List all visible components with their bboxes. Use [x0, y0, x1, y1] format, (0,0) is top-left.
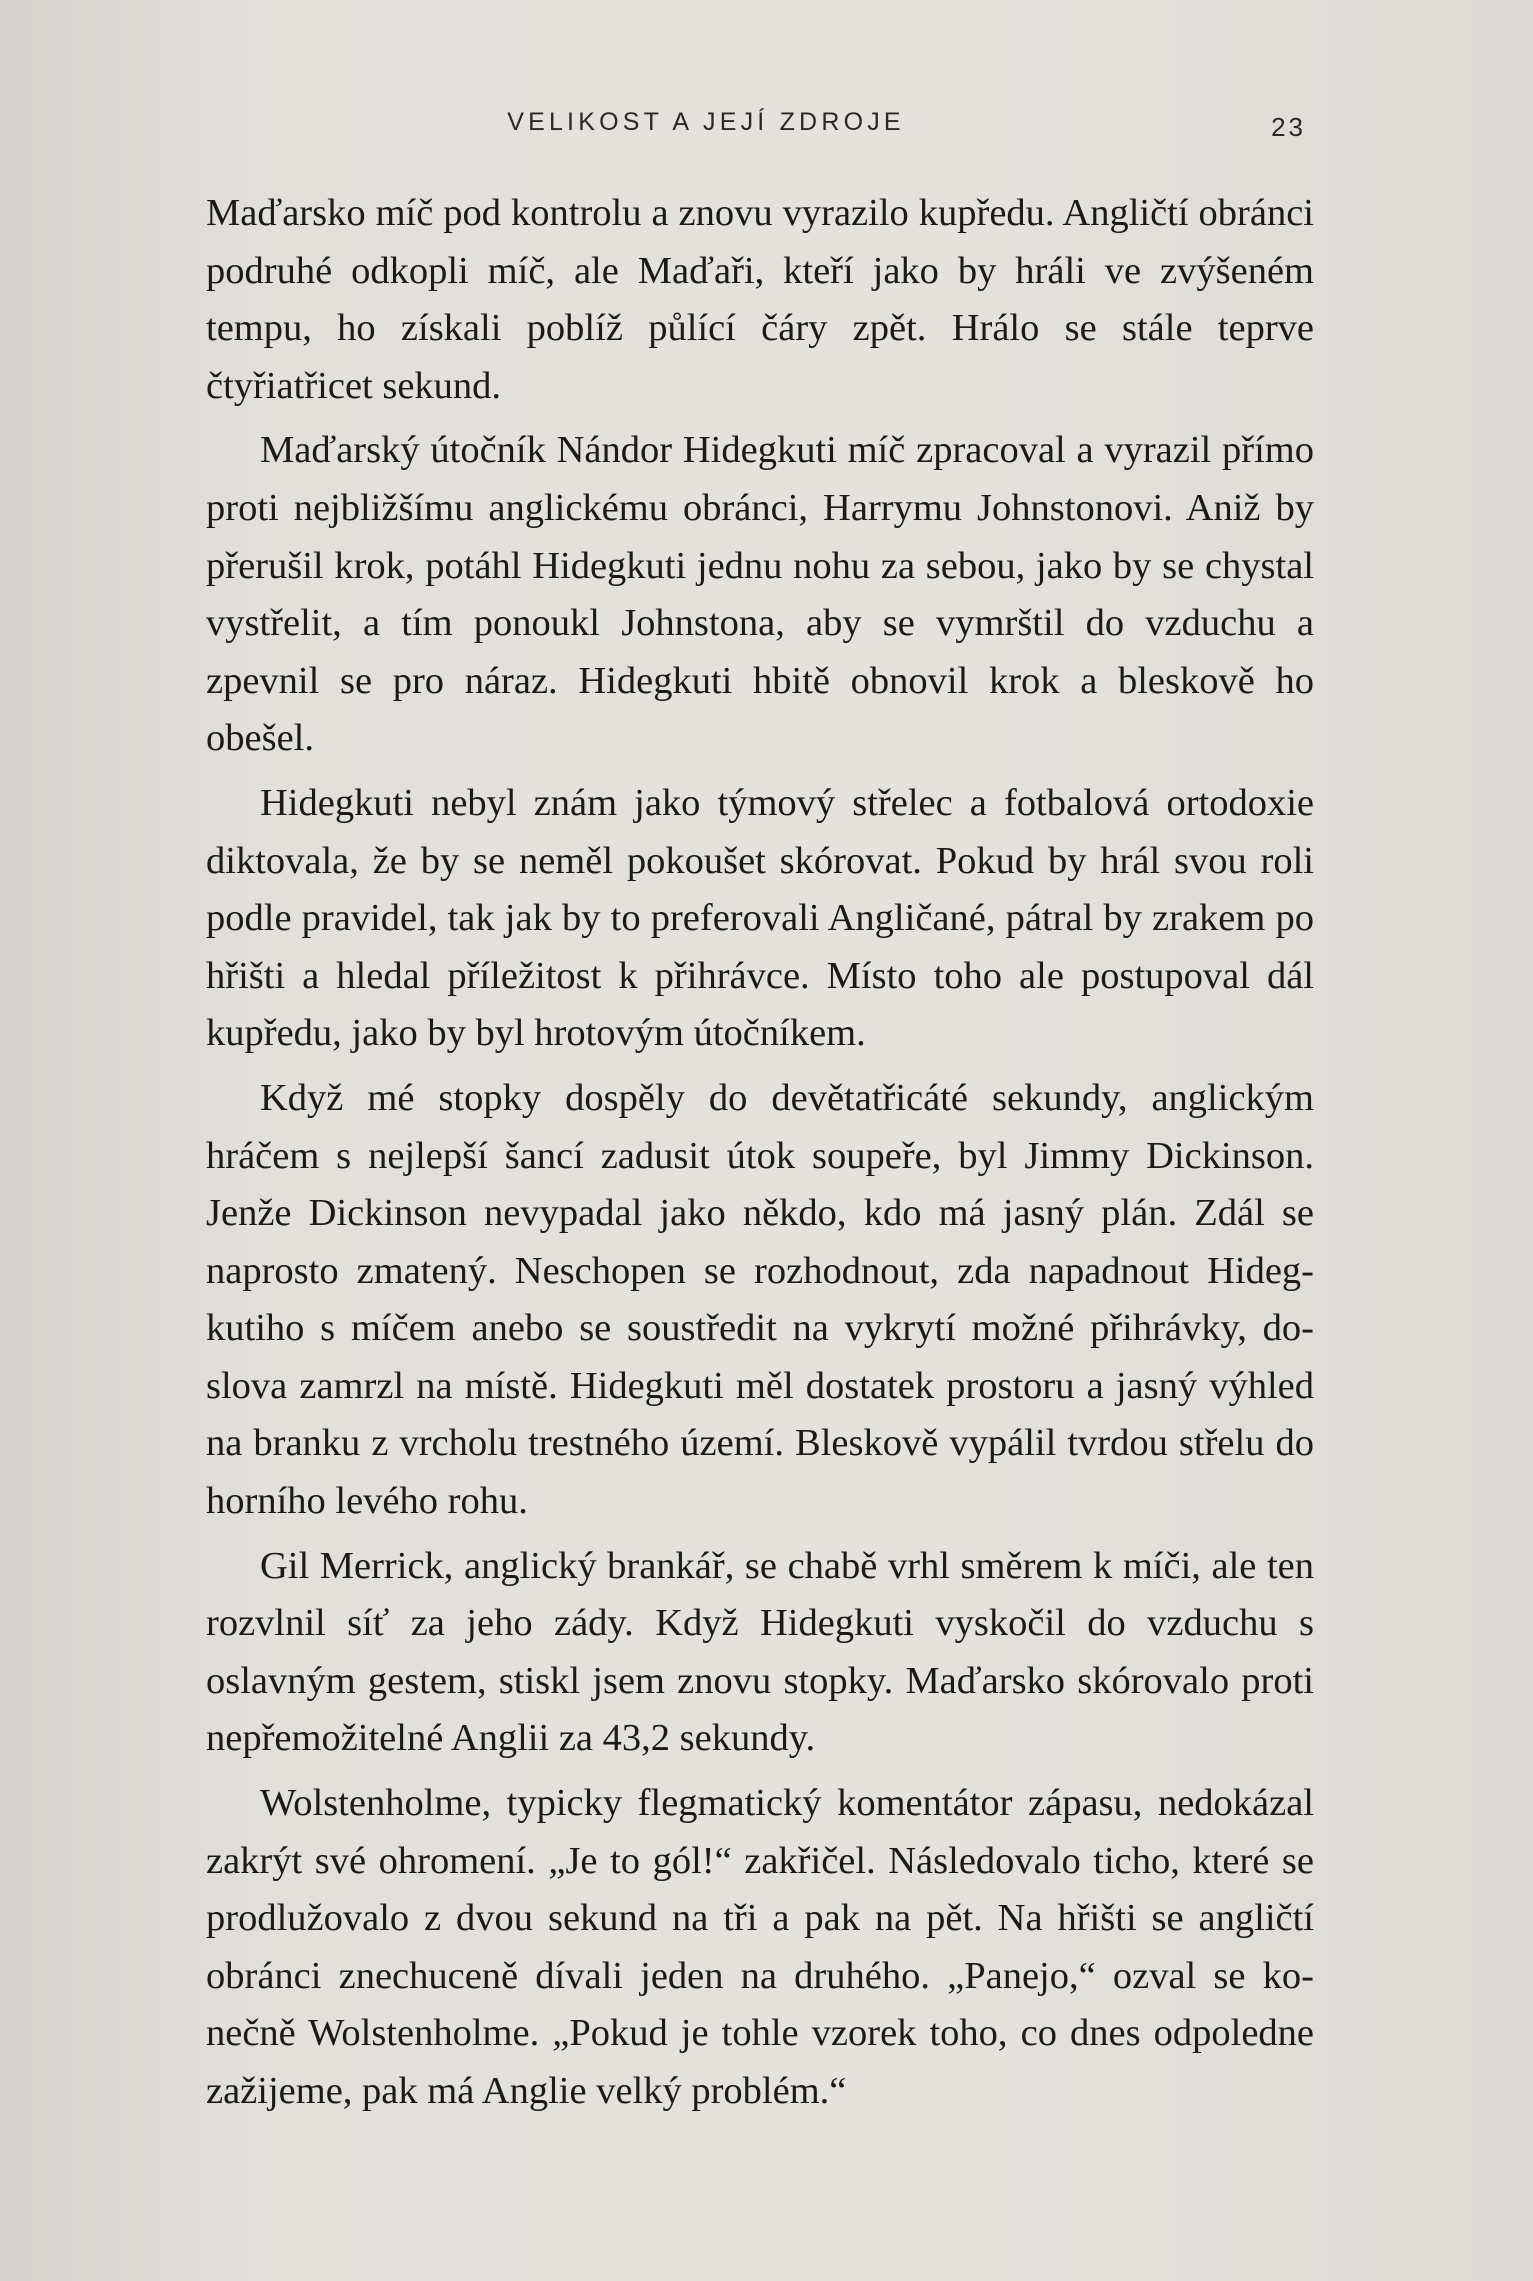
paragraph: Maďarský útočník Nándor Hidegkuti míč zpracoval a vyrazil přímo proti nejbližšímu anglickému obránci, Harrymu Johnstonovi. Aniž by přerušil krok, potáhl Hidegkuti jednu nohu za sebou, jako by se chystal vystřelit, a tím ponoukl Johnstona, aby se vymrštil do vzduchu a zpevnil se pro náraz. Hidegkuti hbitě obnovil krok a bleskově ho obešel.: [206, 429, 1314, 760]
running-title: VELIKOST A JEJÍ ZDROJE: [507, 108, 905, 136]
page-number: 23: [1271, 112, 1306, 142]
body-text: [206, 185, 1314, 2128]
paragraph: Když mé stopky dospěly do devětatřicáté sekundy, anglickým hráčem s nejlepší šancí zadusit útok soupeře, byl Jimmy Dickinson. Jenže Dickinson nevypadal jako někdo, kdo má jasný plán. Zdál se naprosto zmatený. Neschopen se rozhodnout, zda napadnout Hidegkutiho s míčem anebo se soustředit na vykrytí možné přihrávky, doslova zamrzl na místě. Hidegkuti měl dostatek prostoru a jasný výhled na branku z vrcholu trestného území. Bleskově vypálil tvrdou střelu do horního levého rohu.: [206, 1076, 1314, 1523]
paragraph: Maďarsko míč pod kontrolu a znovu vyrazilo kupředu. Angličtí obránci podruhé odkopli míč, ale Maďaři, kteří jako by hráli ve zvýšeném tempu, ho získali poblíž půlící čáry zpět. Hrálo se stále teprve čtyřiatřicet sekund.: [206, 192, 1314, 407]
paragraph: Hidegkuti nebyl znám jako týmový střelec a fotbalová ortodoxie diktovala, že by se neměl pokoušet skórovat. Pokud by hrál svou roli podle pravidel, tak jak by to preferovali Angličané, pátral by zrakem po hřišti a hledal příležitost k přihrávce. Místo toho ale postupoval dál kupředu, jako by byl hrotovým útočníkem.: [206, 781, 1314, 1055]
running-head: [206, 108, 1306, 148]
paragraph: Gil Merrick, anglický brankář, se chabě vrhl směrem k míči, ale ten rozvlnil síť za jeho zády. Když Hidegkuti vyskočil do vzduchu s oslavným gestem, stiskl jsem znovu stopky. Maďarsko skórovalo proti nepřemožitelné Anglii za 43,2 sekundy.: [206, 1544, 1314, 1760]
paragraph: Wolstenholme, typicky flegmatický komentátor zápasu, nedokázal zakrýt své ohromení. „Je to gól!“ zakřičel. Následovalo ticho, které se prodlužovalo z dvou sekund na tři a pak na pět. Na hřišti se angličtí obránci znechuceně dívali jeden na druhého. „Panejo,“ ozval se konečně Wolstenholme. „Pokud je tohle vzorek toho, co dnes odpoledne zažijeme, pak má Anglie velký problém.“: [206, 1782, 1314, 2112]
